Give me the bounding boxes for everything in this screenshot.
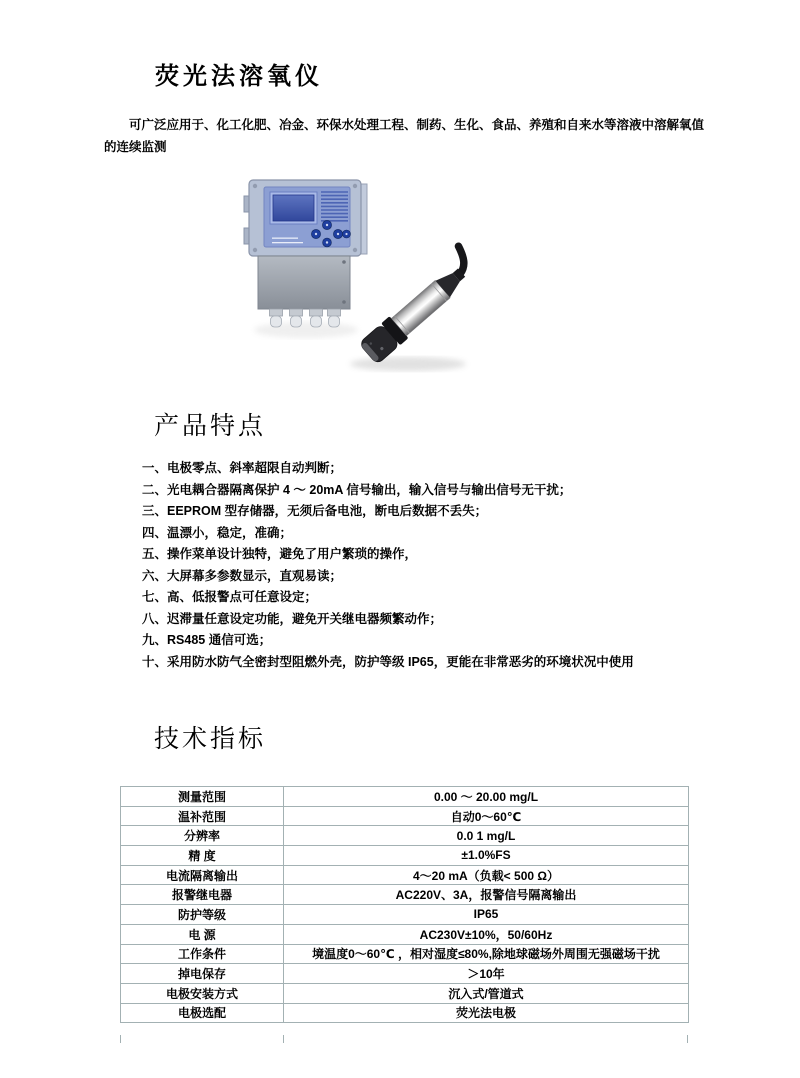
spec-value-cell: IP65 — [284, 905, 689, 925]
spec-label-cell: 分辨率 — [121, 826, 284, 846]
features-heading: 产品特点 — [154, 412, 267, 440]
spec-value-cell: ±1.0%FS — [284, 846, 689, 866]
spec-label-cell: 精 度 — [121, 846, 284, 866]
spec-value-cell: 自动0～60℃ — [284, 806, 689, 826]
feature-item: 十、采用防水防气全密封型阻燃外壳，防护等级 IP65，更能在非常恶劣的环境状况中使用 — [142, 654, 634, 669]
spec-label-cell: 测量范围 — [121, 787, 284, 807]
spec-value-cell: 4～20 mA（负载< 500 Ω） — [284, 865, 689, 885]
spec-label-cell: 掉电保存 — [121, 964, 284, 984]
sensor-probe — [354, 246, 483, 365]
spec-row — [121, 983, 689, 1003]
feature-item: 五、操作菜单设计独特，避免了用户繁琐的操作， — [142, 547, 418, 561]
spec-label-cell: 防护等级 — [121, 905, 284, 925]
specs-table — [120, 786, 689, 1023]
spec-value-cell: AC220V、3A，报警信号隔离输出 — [284, 885, 689, 905]
spec-label-cell: 电极安装方式 — [121, 983, 284, 1003]
spec-row — [121, 944, 689, 964]
dissolved-oxygen-meter-illustration — [240, 170, 488, 378]
spec-row — [121, 905, 689, 925]
probe-body — [391, 280, 450, 335]
spec-value-cell: 沉入式/管道式 — [284, 983, 689, 1003]
lcd-screen — [273, 195, 314, 221]
spec-row — [121, 806, 689, 826]
specs-heading: 技术指标 — [154, 725, 267, 753]
spec-value-cell: 境温度0～60℃ ，相对湿度≤80%,除地球磁场外周围无强磁场干扰 — [284, 944, 689, 964]
controller-shadow — [254, 322, 358, 338]
feature-item: 三、EEPROM 型存储器，无须后备电池，断电后数据不丢失； — [142, 504, 488, 518]
spec-row — [121, 1003, 689, 1023]
spec-row — [121, 924, 689, 944]
feature-item: 四、温漂小，稳定，准确； — [142, 525, 293, 540]
controller-unit — [244, 180, 367, 327]
spec-label-cell: 工作条件 — [121, 944, 284, 964]
spec-row — [121, 885, 689, 905]
table-border-stub — [120, 1035, 688, 1043]
terminal-box — [258, 256, 350, 309]
spec-row — [121, 826, 689, 846]
spec-label-cell: 电极选配 — [121, 1003, 284, 1023]
spec-value-cell: ＞10年 — [284, 964, 689, 984]
feature-item: 一、电极零点、斜率超限自动判断； — [142, 461, 343, 475]
feature-item: 六、大屏幕多参数显示，直观易读； — [142, 568, 343, 583]
spec-label-cell: 报警继电器 — [121, 885, 284, 905]
page-title: 荧光法溶氧仪 — [155, 63, 323, 90]
feature-item: 七、高、低报警点可任意设定； — [142, 590, 318, 604]
spec-value-cell: 0.0 1 mg/L — [284, 826, 689, 846]
spec-row — [121, 846, 689, 866]
spec-label-cell: 电 源 — [121, 924, 284, 944]
spec-label-cell: 电流隔离输出 — [121, 865, 284, 885]
vent-slots — [321, 192, 348, 221]
spec-row — [121, 787, 689, 807]
probe-shadow — [350, 357, 466, 371]
features-list — [142, 458, 742, 673]
spec-label-cell: 温补范围 — [121, 806, 284, 826]
feature-item: 九、RS485 通信可选； — [142, 633, 272, 647]
spec-value-cell: 0.00 ～ 20.00 mg/L — [284, 787, 689, 807]
feature-item: 八、迟滞量任意设定功能，避免开关继电器频繁动作； — [142, 611, 443, 626]
intro-paragraph: 可广泛应用于、化工化肥、冶金、环保水处理工程、制药、生化、食品、养殖和自来水等溶液中溶解氧值的连续监测 — [104, 118, 705, 154]
product-image — [240, 170, 488, 378]
spec-value-cell: 荧光法电极 — [284, 1003, 689, 1023]
spec-row — [121, 865, 689, 885]
spec-row — [121, 964, 689, 984]
probe-cable — [446, 246, 473, 274]
feature-item: 二、光电耦合器隔离保护 4 ～ 20mA 信号输出，输入信号与输出信号无干扰； — [142, 482, 572, 497]
spec-value-cell: AC230V±10%，50/60Hz — [284, 924, 689, 944]
